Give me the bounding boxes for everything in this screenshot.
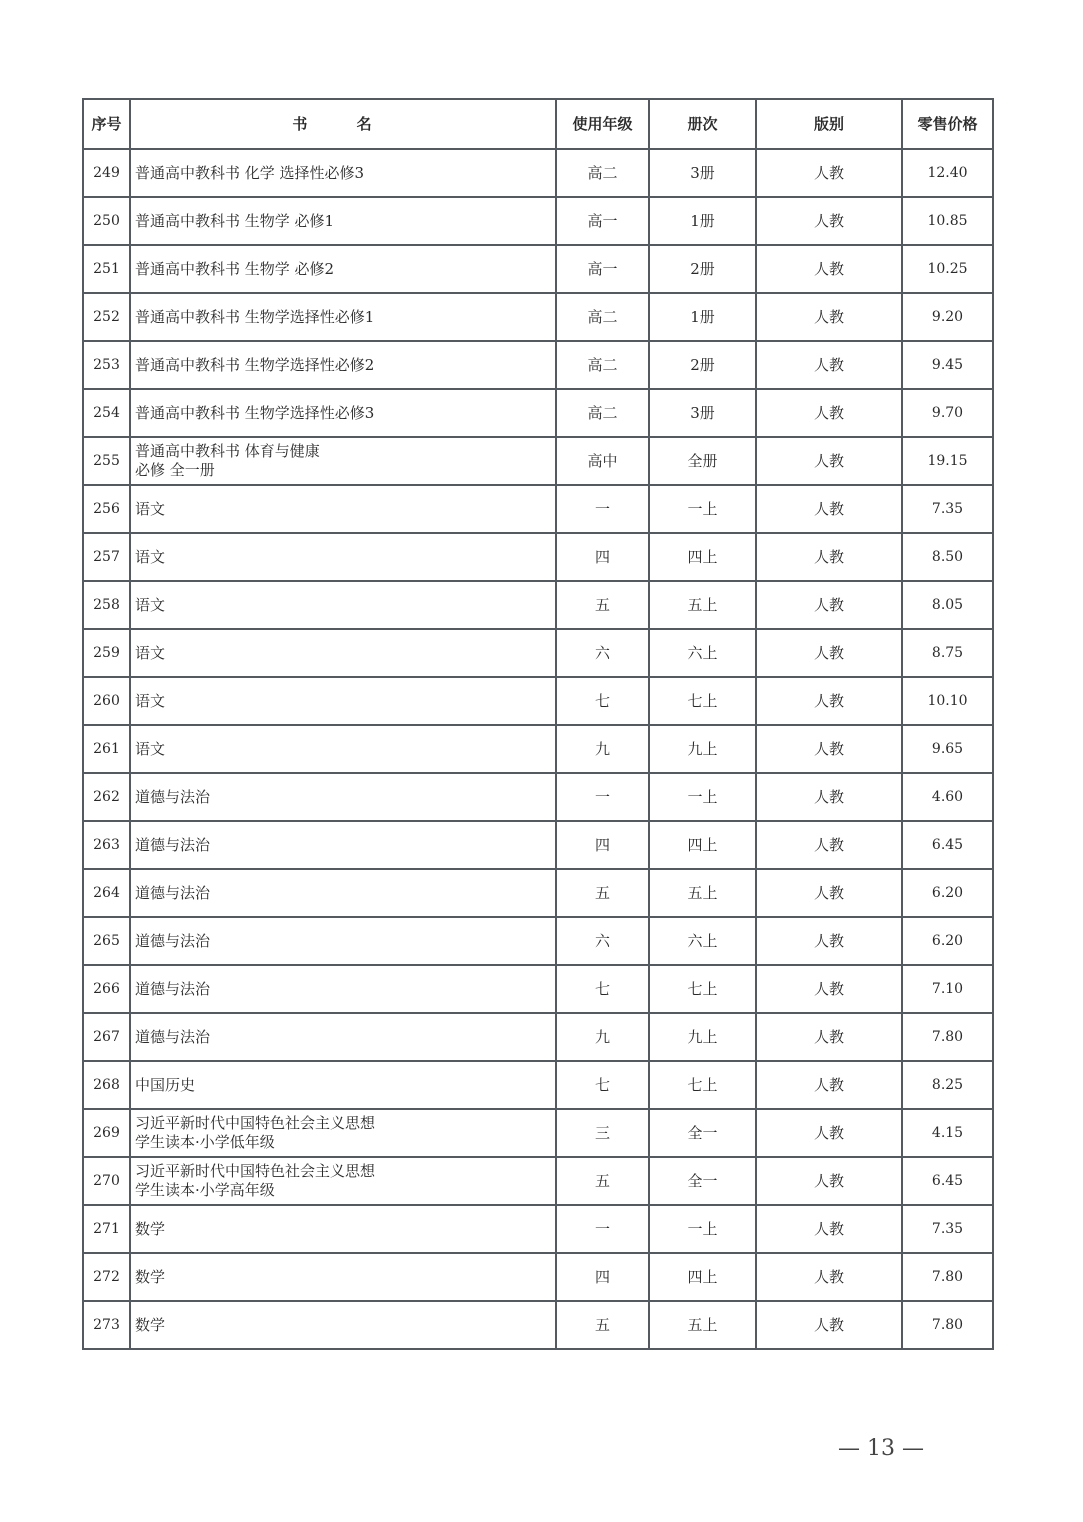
- table-row: [83, 1061, 993, 1109]
- cell-index: 249: [83, 149, 130, 197]
- table-row: [83, 1253, 993, 1301]
- table-header-row: [83, 99, 993, 149]
- cell-index: 259: [83, 629, 130, 677]
- cell-price: 10.10: [902, 677, 993, 725]
- cell-price: 7.35: [902, 485, 993, 533]
- cell-price: 9.20: [902, 293, 993, 341]
- cell-volume: 六上: [649, 917, 756, 965]
- cell-edition: 人教: [756, 1109, 902, 1157]
- cell-grade: 七: [556, 677, 649, 725]
- cell-grade: 高一: [556, 197, 649, 245]
- cell-price: 7.35: [902, 1205, 993, 1253]
- cell-index: 253: [83, 341, 130, 389]
- cell-edition: 人教: [756, 965, 902, 1013]
- cell-edition: 人教: [756, 245, 902, 293]
- cell-edition: 人教: [756, 677, 902, 725]
- header-edition: 版别: [756, 99, 902, 149]
- cell-volume: 五上: [649, 581, 756, 629]
- cell-book-name: 普通高中教科书 生物学选择性必修1: [130, 293, 556, 341]
- cell-edition: 人教: [756, 389, 902, 437]
- cell-index: 260: [83, 677, 130, 725]
- table-row: [83, 1301, 993, 1349]
- cell-grade: 高二: [556, 341, 649, 389]
- cell-volume: 1册: [649, 293, 756, 341]
- cell-index: 269: [83, 1109, 130, 1157]
- cell-book-name: 道德与法治: [130, 821, 556, 869]
- table-row: [83, 485, 993, 533]
- cell-book-name: 语文: [130, 629, 556, 677]
- cell-price: 9.65: [902, 725, 993, 773]
- cell-volume: 2册: [649, 341, 756, 389]
- cell-book-name: 普通高中教科书 体育与健康 必修 全一册: [130, 437, 556, 485]
- cell-edition: 人教: [756, 533, 902, 581]
- cell-price: 10.25: [902, 245, 993, 293]
- table-row: [83, 437, 993, 485]
- table-row: [83, 965, 993, 1013]
- cell-grade: 高一: [556, 245, 649, 293]
- cell-price: 8.05: [902, 581, 993, 629]
- cell-edition: 人教: [756, 197, 902, 245]
- cell-index: 251: [83, 245, 130, 293]
- header-volume: 册次: [649, 99, 756, 149]
- cell-grade: 一: [556, 1205, 649, 1253]
- cell-index: 266: [83, 965, 130, 1013]
- cell-price: 12.40: [902, 149, 993, 197]
- table-row: [83, 773, 993, 821]
- cell-volume: 一上: [649, 1205, 756, 1253]
- cell-book-name: 语文: [130, 677, 556, 725]
- cell-edition: 人教: [756, 821, 902, 869]
- cell-book-name: 数学: [130, 1205, 556, 1253]
- cell-edition: 人教: [756, 341, 902, 389]
- cell-volume: 四上: [649, 533, 756, 581]
- cell-edition: 人教: [756, 1013, 902, 1061]
- cell-volume: 四上: [649, 1253, 756, 1301]
- cell-index: 267: [83, 1013, 130, 1061]
- cell-grade: 高二: [556, 389, 649, 437]
- table-row: [83, 1109, 993, 1157]
- table-row: [83, 821, 993, 869]
- cell-grade: 四: [556, 533, 649, 581]
- cell-index: 268: [83, 1061, 130, 1109]
- table-row: [83, 1157, 993, 1205]
- cell-book-name: 语文: [130, 581, 556, 629]
- cell-volume: 七上: [649, 1061, 756, 1109]
- cell-edition: 人教: [756, 725, 902, 773]
- cell-grade: 七: [556, 1061, 649, 1109]
- cell-index: 263: [83, 821, 130, 869]
- cell-price: 8.25: [902, 1061, 993, 1109]
- cell-book-name: 普通高中教科书 化学 选择性必修3: [130, 149, 556, 197]
- cell-grade: 五: [556, 869, 649, 917]
- table-row: [83, 533, 993, 581]
- cell-index: 262: [83, 773, 130, 821]
- cell-book-name: 道德与法治: [130, 869, 556, 917]
- table-row: [83, 245, 993, 293]
- cell-volume: 九上: [649, 1013, 756, 1061]
- cell-price: 9.45: [902, 341, 993, 389]
- cell-book-name: 普通高中教科书 生物学 必修1: [130, 197, 556, 245]
- table-row: [83, 341, 993, 389]
- table-row: [83, 629, 993, 677]
- cell-index: 273: [83, 1301, 130, 1349]
- table-row: [83, 725, 993, 773]
- cell-price: 7.80: [902, 1253, 993, 1301]
- cell-index: 271: [83, 1205, 130, 1253]
- cell-price: 4.15: [902, 1109, 993, 1157]
- cell-grade: 一: [556, 773, 649, 821]
- cell-index: 254: [83, 389, 130, 437]
- cell-grade: 五: [556, 1301, 649, 1349]
- cell-book-name: 语文: [130, 533, 556, 581]
- cell-edition: 人教: [756, 1157, 902, 1205]
- cell-edition: 人教: [756, 485, 902, 533]
- cell-book-name: 道德与法治: [130, 917, 556, 965]
- cell-price: 8.50: [902, 533, 993, 581]
- cell-index: 256: [83, 485, 130, 533]
- cell-volume: 全一: [649, 1157, 756, 1205]
- table-row: [83, 1013, 993, 1061]
- cell-grade: 高二: [556, 149, 649, 197]
- cell-book-name: 中国历史: [130, 1061, 556, 1109]
- cell-edition: 人教: [756, 869, 902, 917]
- cell-index: 252: [83, 293, 130, 341]
- cell-volume: 六上: [649, 629, 756, 677]
- cell-edition: 人教: [756, 629, 902, 677]
- cell-grade: 六: [556, 629, 649, 677]
- cell-edition: 人教: [756, 149, 902, 197]
- cell-edition: 人教: [756, 1205, 902, 1253]
- cell-volume: 全册: [649, 437, 756, 485]
- cell-index: 272: [83, 1253, 130, 1301]
- cell-grade: 一: [556, 485, 649, 533]
- cell-index: 270: [83, 1157, 130, 1205]
- cell-book-name: 数学: [130, 1253, 556, 1301]
- cell-index: 255: [83, 437, 130, 485]
- cell-book-name: 习近平新时代中国特色社会主义思想 学生读本·小学低年级: [130, 1109, 556, 1157]
- cell-index: 250: [83, 197, 130, 245]
- page-number: — 13 —: [838, 1436, 924, 1461]
- cell-book-name: 语文: [130, 725, 556, 773]
- cell-grade: 高二: [556, 293, 649, 341]
- cell-price: 6.20: [902, 917, 993, 965]
- cell-grade: 四: [556, 1253, 649, 1301]
- cell-price: 19.15: [902, 437, 993, 485]
- header-grade: 使用年级: [556, 99, 649, 149]
- cell-edition: 人教: [756, 1301, 902, 1349]
- textbook-price-table: [82, 98, 994, 1350]
- cell-grade: 高中: [556, 437, 649, 485]
- cell-book-name: 道德与法治: [130, 965, 556, 1013]
- table-row: [83, 149, 993, 197]
- cell-index: 257: [83, 533, 130, 581]
- table-row: [83, 869, 993, 917]
- cell-volume: 五上: [649, 1301, 756, 1349]
- cell-volume: 3册: [649, 149, 756, 197]
- cell-volume: 全一: [649, 1109, 756, 1157]
- cell-grade: 六: [556, 917, 649, 965]
- cell-price: 6.20: [902, 869, 993, 917]
- cell-grade: 九: [556, 1013, 649, 1061]
- cell-volume: 2册: [649, 245, 756, 293]
- cell-price: 6.45: [902, 821, 993, 869]
- cell-volume: 七上: [649, 677, 756, 725]
- cell-grade: 五: [556, 581, 649, 629]
- cell-grade: 七: [556, 965, 649, 1013]
- cell-grade: 五: [556, 1157, 649, 1205]
- cell-price: 7.80: [902, 1013, 993, 1061]
- cell-price: 7.80: [902, 1301, 993, 1349]
- cell-grade: 九: [556, 725, 649, 773]
- table-row: [83, 197, 993, 245]
- cell-edition: 人教: [756, 293, 902, 341]
- header-price: 零售价格: [902, 99, 993, 149]
- cell-edition: 人教: [756, 581, 902, 629]
- cell-grade: 三: [556, 1109, 649, 1157]
- cell-book-name: 道德与法治: [130, 1013, 556, 1061]
- cell-volume: 一上: [649, 485, 756, 533]
- cell-edition: 人教: [756, 1253, 902, 1301]
- cell-book-name: 普通高中教科书 生物学选择性必修3: [130, 389, 556, 437]
- table-row: [83, 677, 993, 725]
- cell-index: 258: [83, 581, 130, 629]
- cell-volume: 1册: [649, 197, 756, 245]
- cell-index: 265: [83, 917, 130, 965]
- cell-volume: 七上: [649, 965, 756, 1013]
- cell-grade: 四: [556, 821, 649, 869]
- cell-price: 8.75: [902, 629, 993, 677]
- cell-book-name: 道德与法治: [130, 773, 556, 821]
- cell-price: 6.45: [902, 1157, 993, 1205]
- table-body: [83, 149, 993, 1349]
- cell-price: 9.70: [902, 389, 993, 437]
- cell-edition: 人教: [756, 437, 902, 485]
- header-index: 序号: [83, 99, 130, 149]
- cell-book-name: 普通高中教科书 生物学选择性必修2: [130, 341, 556, 389]
- table-row: [83, 917, 993, 965]
- cell-book-name: 习近平新时代中国特色社会主义思想 学生读本·小学高年级: [130, 1157, 556, 1205]
- cell-edition: 人教: [756, 1061, 902, 1109]
- cell-price: 7.10: [902, 965, 993, 1013]
- cell-index: 264: [83, 869, 130, 917]
- cell-book-name: 语文: [130, 485, 556, 533]
- cell-price: 10.85: [902, 197, 993, 245]
- cell-index: 261: [83, 725, 130, 773]
- cell-volume: 3册: [649, 389, 756, 437]
- header-name: 书 名: [130, 99, 556, 149]
- cell-volume: 四上: [649, 821, 756, 869]
- cell-volume: 一上: [649, 773, 756, 821]
- table-row: [83, 1205, 993, 1253]
- cell-volume: 五上: [649, 869, 756, 917]
- table-row: [83, 293, 993, 341]
- cell-volume: 九上: [649, 725, 756, 773]
- table-row: [83, 581, 993, 629]
- table-row: [83, 389, 993, 437]
- cell-book-name: 数学: [130, 1301, 556, 1349]
- cell-edition: 人教: [756, 917, 902, 965]
- cell-price: 4.60: [902, 773, 993, 821]
- cell-edition: 人教: [756, 773, 902, 821]
- cell-book-name: 普通高中教科书 生物学 必修2: [130, 245, 556, 293]
